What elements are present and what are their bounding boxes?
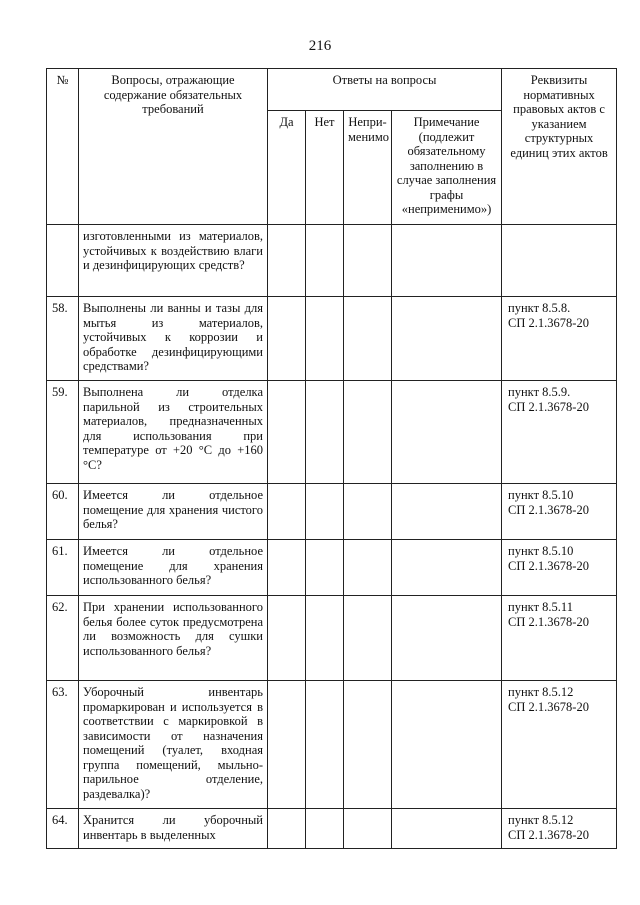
answer-na-cell[interactable] (344, 540, 392, 596)
row-requisite: пункт 8.5.12 СП 2.1.3678-20 (502, 681, 617, 809)
table-body (47, 225, 617, 849)
checklist-table (46, 68, 617, 849)
answer-na-cell[interactable] (344, 381, 392, 484)
answer-yes-cell[interactable] (268, 540, 306, 596)
col-header-no: Нет (306, 111, 344, 225)
table-row (47, 225, 617, 297)
answer-note-cell[interactable] (392, 297, 502, 381)
row-number: 62. (47, 596, 79, 681)
col-header-num: № (47, 69, 79, 225)
answer-na-cell[interactable] (344, 681, 392, 809)
row-number: 59. (47, 381, 79, 484)
row-requisite (502, 225, 617, 297)
col-header-requisites: Реквизиты нормативных правовых актов с указанием структурных единиц этих актов (502, 69, 617, 225)
table-row (47, 381, 617, 484)
table-row (47, 484, 617, 540)
answer-na-cell[interactable] (344, 297, 392, 381)
table-row (47, 297, 617, 381)
answer-no-cell[interactable] (306, 540, 344, 596)
answer-note-cell[interactable] (392, 540, 502, 596)
row-question: Уборочный инвентарь промаркирован и используется в соответствии с маркировкой в зависимости от назначения помещений (туалет, входная группа помещений, мыльно-парильное отделение, раздевалка)? (79, 681, 268, 809)
answer-note-cell[interactable] (392, 484, 502, 540)
answer-no-cell[interactable] (306, 596, 344, 681)
page-number: 216 (308, 38, 332, 54)
answer-yes-cell[interactable] (268, 381, 306, 484)
row-number: 60. (47, 484, 79, 540)
table-row (47, 596, 617, 681)
answer-note-cell[interactable] (392, 681, 502, 809)
answer-yes-cell[interactable] (268, 809, 306, 849)
row-number (47, 225, 79, 297)
row-requisite: пункт 8.5.9. СП 2.1.3678-20 (502, 381, 617, 484)
answer-na-cell[interactable] (344, 484, 392, 540)
answer-no-cell[interactable] (306, 809, 344, 849)
col-header-question: Вопросы, отражающие содержание обязательных требований (79, 69, 268, 225)
answer-na-cell[interactable] (344, 809, 392, 849)
answer-note-cell[interactable] (392, 596, 502, 681)
row-number: 58. (47, 297, 79, 381)
row-question: Хранится ли уборочный инвентарь в выделенных (79, 809, 268, 849)
col-header-answers: Ответы на вопросы (268, 69, 502, 111)
answer-na-cell[interactable] (344, 596, 392, 681)
row-question: Имеется ли отдельное помещение для хранения использованного белья? (79, 540, 268, 596)
answer-note-cell[interactable] (392, 225, 502, 297)
answer-no-cell[interactable] (306, 225, 344, 297)
table-row (47, 540, 617, 596)
answer-yes-cell[interactable] (268, 297, 306, 381)
row-number: 64. (47, 809, 79, 849)
row-requisite: пункт 8.5.8. СП 2.1.3678-20 (502, 297, 617, 381)
answer-yes-cell[interactable] (268, 681, 306, 809)
row-question: Выполнена ли отделка парильной из строительных материалов, предназначенных для использования при температуре от +20 °С до +160 °С? (79, 381, 268, 484)
row-requisite: пункт 8.5.10 СП 2.1.3678-20 (502, 540, 617, 596)
col-header-na: Непри- менимо (344, 111, 392, 225)
answer-no-cell[interactable] (306, 297, 344, 381)
row-question: Выполнены ли ванны и тазы для мытья из материалов, устойчивых к коррозии и обработке дезинфицирующими средствами? (79, 297, 268, 381)
header-row-top (47, 69, 617, 111)
answer-yes-cell[interactable] (268, 225, 306, 297)
answer-no-cell[interactable] (306, 484, 344, 540)
answer-yes-cell[interactable] (268, 484, 306, 540)
col-header-yes: Да (268, 111, 306, 225)
answer-na-cell[interactable] (344, 225, 392, 297)
answer-note-cell[interactable] (392, 809, 502, 849)
row-number: 61. (47, 540, 79, 596)
row-question: При хранении использованного белья более суток предусмотрена ли возможность для сушки использованного белья? (79, 596, 268, 681)
row-requisite: пункт 8.5.12 СП 2.1.3678-20 (502, 809, 617, 849)
row-question: изготовленными из материалов, устойчивых к воздействию влаги и дезинфицирующих средств? (79, 225, 268, 297)
answer-note-cell[interactable] (392, 381, 502, 484)
answer-no-cell[interactable] (306, 681, 344, 809)
col-header-note: Примечание (подлежит обязательному заполнению в случае заполнения графы «неприменимо») (392, 111, 502, 225)
table-row (47, 809, 617, 849)
row-requisite: пункт 8.5.11 СП 2.1.3678-20 (502, 596, 617, 681)
table-row (47, 681, 617, 809)
answer-no-cell[interactable] (306, 381, 344, 484)
row-requisite: пункт 8.5.10 СП 2.1.3678-20 (502, 484, 617, 540)
row-number: 63. (47, 681, 79, 809)
row-question: Имеется ли отдельное помещение для хранения чистого белья? (79, 484, 268, 540)
answer-yes-cell[interactable] (268, 596, 306, 681)
